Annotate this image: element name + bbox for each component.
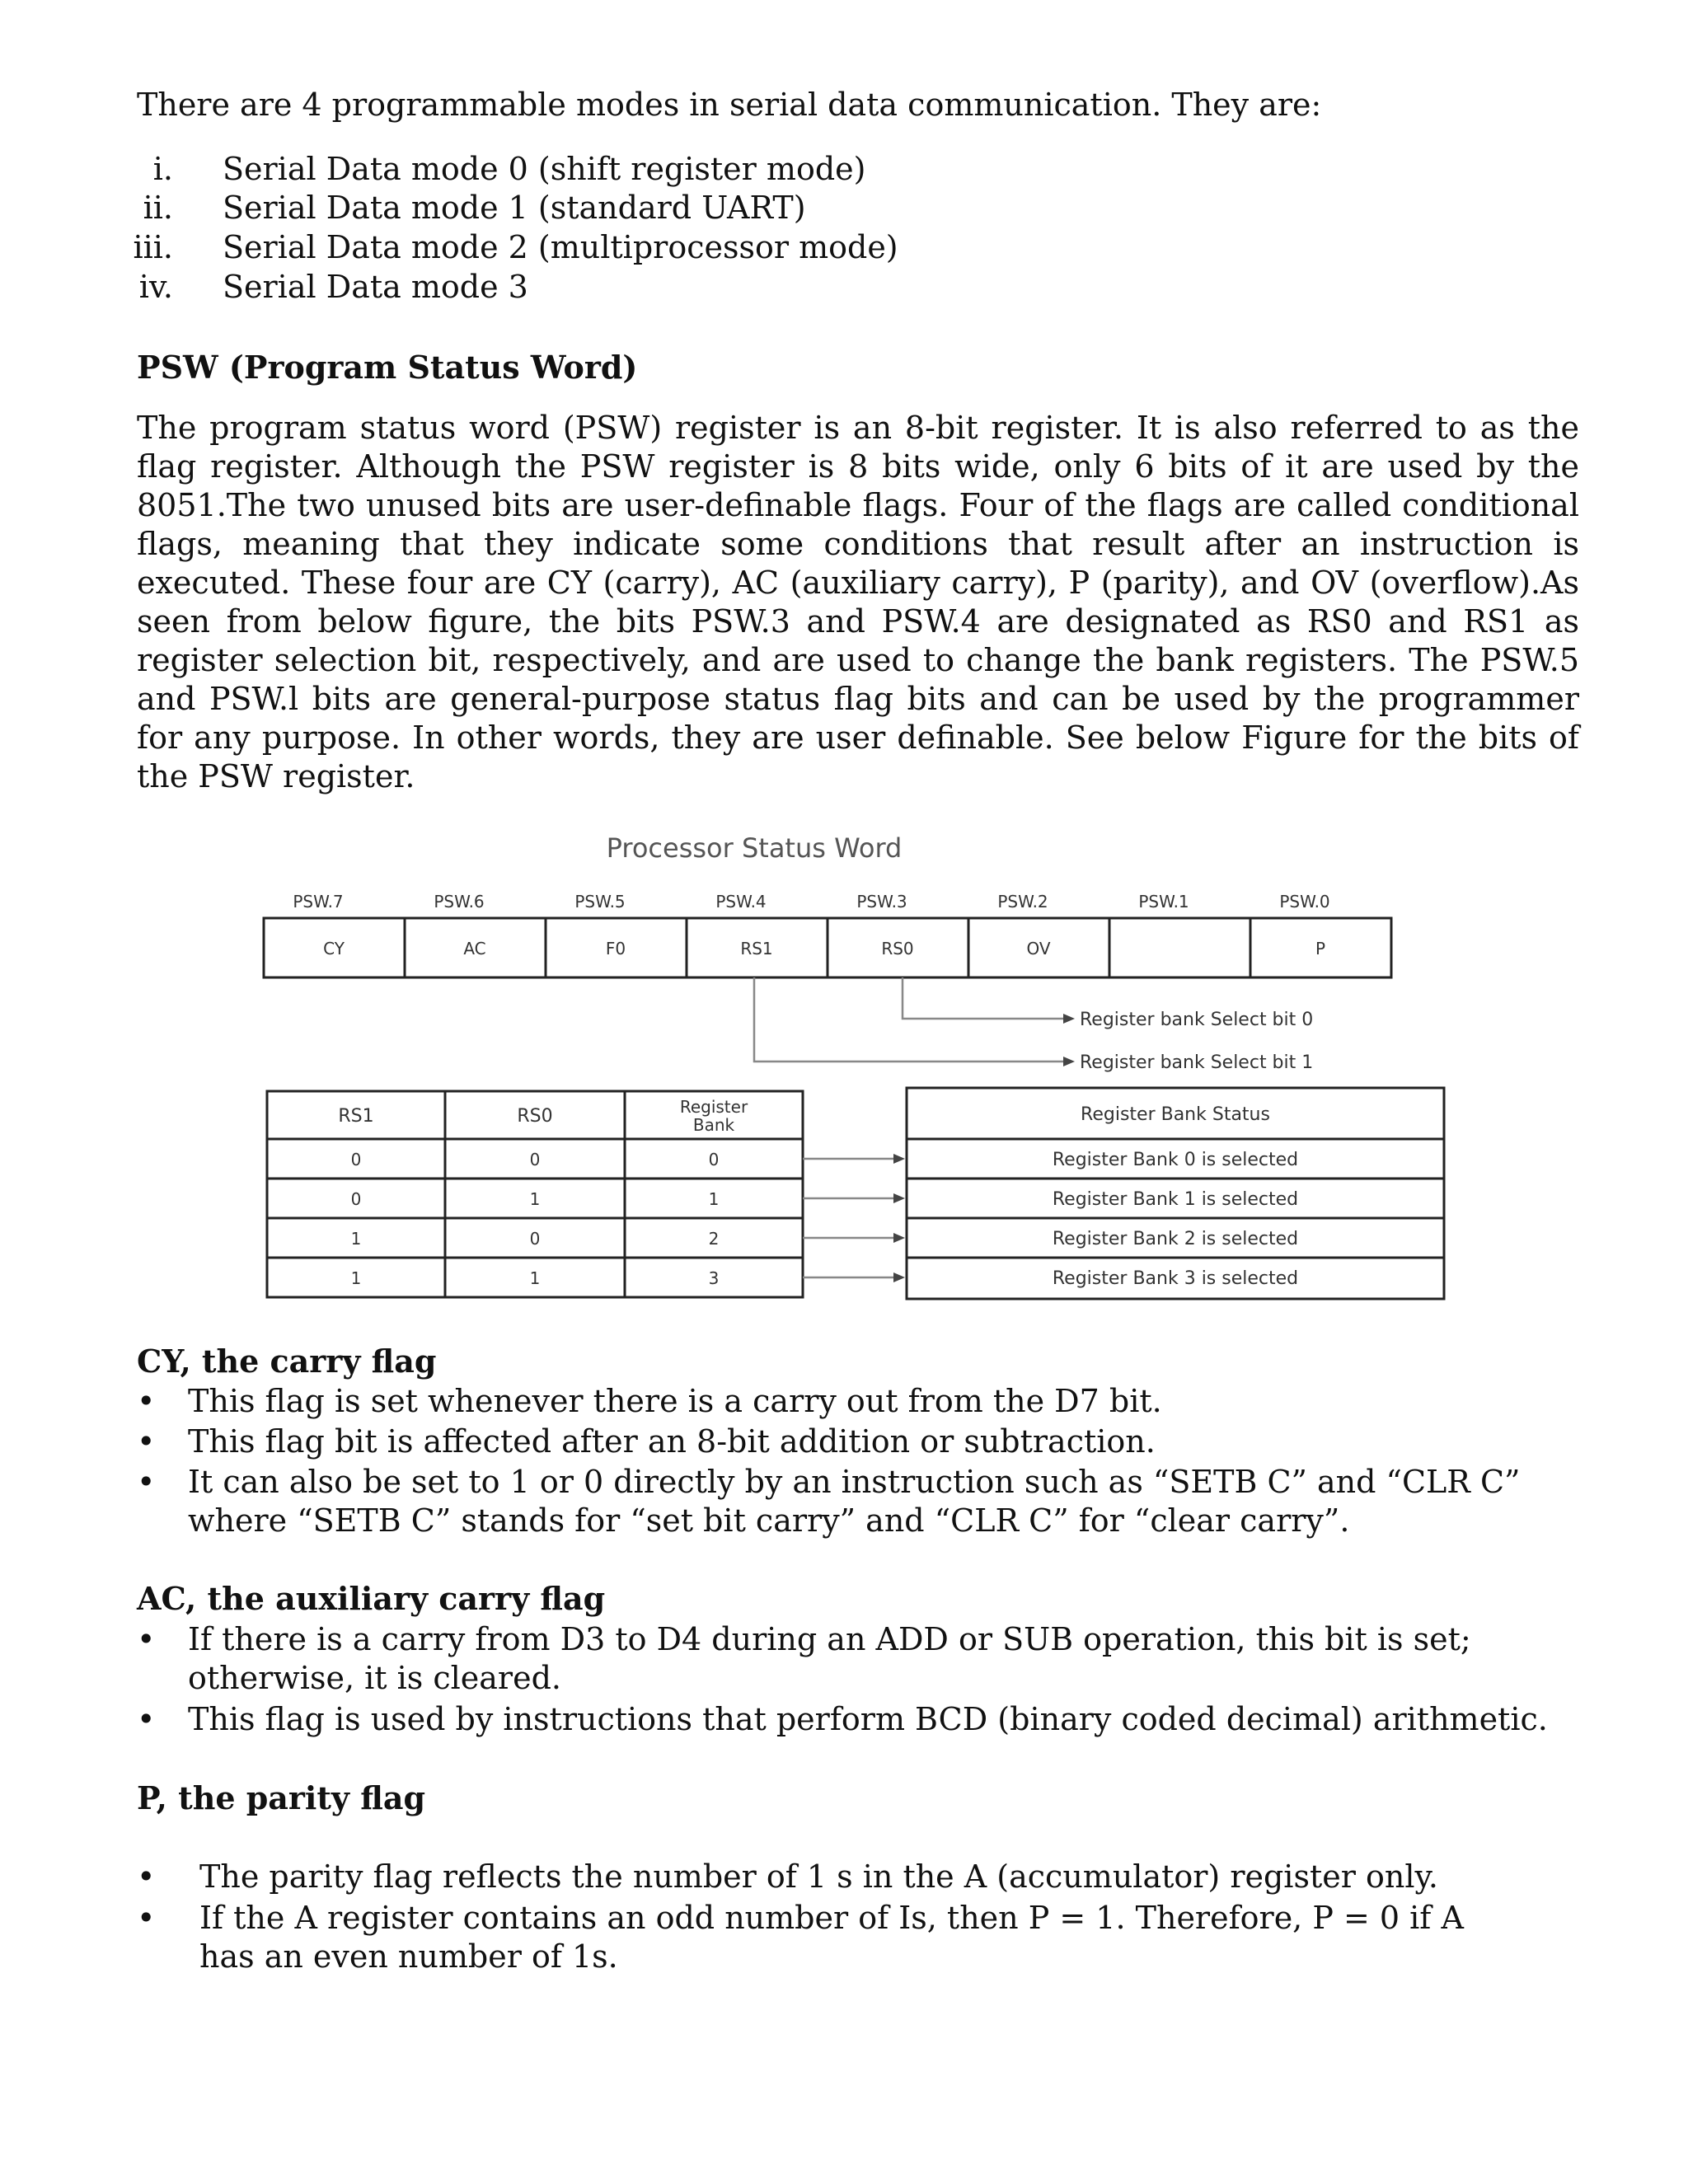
table-cell: 0 [350,1150,362,1169]
bullet-icon: • [137,1858,156,1895]
bit-label: PSW.3 [856,892,907,912]
table-cell: 1 [350,1229,362,1249]
bullet-text: This flag is used by instructions that perform BCD (binary coded decimal) arithmetic. [188,1701,1548,1737]
table-cell: 1 [529,1268,541,1288]
ac-heading: AC, the auxiliary carry flag [137,1580,606,1617]
bullet-text: This flag bit is affected after an 8-bit addition or subtraction. [188,1423,1156,1460]
bit-name: P [1315,939,1326,958]
bit-label: PSW.0 [1279,892,1330,912]
bit-label: PSW.5 [574,892,626,912]
bit-label: PSW.4 [715,892,767,912]
bullet-text: The parity flag reflects the number of 1 s in the A (accumulator) register only. [199,1858,1438,1895]
table-cell: 1 [708,1189,720,1209]
status-header: Register Bank Status [1081,1104,1270,1125]
list-item [137,1899,1587,1976]
bank-arrows [803,1154,905,1282]
list-item [137,1700,1587,1739]
bit-name: RS1 [740,939,773,958]
psw-register-boxes [264,918,1391,977]
cy-heading: CY, the carry flag [137,1343,437,1380]
list-text: Serial Data mode 0 (shift register mode) [223,151,866,187]
rs-table-header: RS1 [338,1106,374,1127]
bit-name: CY [323,939,345,958]
bullet-text: If there is a carry from D3 to D4 during an ADD or SUB operation, this bit is set; otherwise, it is cleared. [188,1621,1471,1696]
psw-figure [247,832,1467,1310]
table-cell: 1 [350,1268,362,1288]
list-number: i. [152,151,173,187]
bullet-icon: • [137,1423,156,1460]
bullet-icon: • [137,1701,156,1737]
table-cell: 0 [529,1229,541,1249]
select-bit-1-label: Register bank Select bit 1 [1080,1052,1314,1073]
parity-heading: P, the parity flag [137,1779,426,1816]
bit-label: PSW.6 [434,892,485,912]
table-cell: 3 [708,1268,720,1288]
bit-name: F0 [605,939,626,958]
bullet-icon: • [137,1900,156,1936]
rs-table-header: Bank [692,1115,735,1135]
list-number: iii. [133,229,173,265]
status-row: Register Bank 2 is selected [1052,1229,1299,1249]
arrowhead [893,1193,905,1203]
rs0-connector [903,977,1063,1019]
bit-label: PSW.1 [1138,892,1189,912]
bit-cell [1109,918,1250,977]
list-item [137,1620,1587,1698]
arrowhead [1063,1057,1075,1066]
bit-label: PSW.7 [293,892,344,912]
status-row: Register Bank 1 is selected [1052,1189,1299,1210]
bullet-text: It can also be set to 1 or 0 directly by an instruction such as “SETB C” and “CLR C” where “SETB C” stands for “set bit carry” and “CLR C” for “clear carry”. [188,1464,1521,1539]
arrowhead [893,1272,905,1282]
bit-name: RS0 [881,939,914,958]
rs-table-header: Register [679,1097,748,1117]
bullet-icon: • [137,1464,156,1500]
figure-title: Processor Status Word [606,832,903,864]
bit-name: AC [463,939,486,958]
arrowhead [1063,1014,1075,1024]
list-item [124,189,948,227]
select-bit-arrowheads [1063,1014,1075,1066]
psw-paragraph: The program status word (PSW) register is an 8-bit register. It is also referred to as the flag register. Although the PSW register is 8 bits wide, only 6 bits of it are used by the 8051.The two unused bits are user-definable flags. Four of the flags are called conditional flags, meaning that they indicate some conditions that result after an instruction is executed. These four are CY (carry), AC (auxiliary carry), P (parity), and OV (overflow).As seen from below figure, the bits PSW.3 and PSW.4 are designated as RS0 and RS1 as register selection bit, respectively, and are used to change the bank registers. The PSW.5 and PSW.l bits are general-purpose status flag bits and can be used by the programmer for any purpose. In other words, they are user definable. See below Figure for the bits of the PSW register. [137,410,1579,794]
bank-status-table [907,1088,1444,1299]
bullet-text: If the A register contains an odd number of Is, then P = 1. Therefore, P = 0 if A has an even number of 1s. [199,1900,1464,1975]
list-text: Serial Data mode 1 (standard UART) [223,190,806,226]
rs-table-header: RS0 [517,1106,553,1127]
select-bit-connectors [754,977,1063,1062]
rs-table [267,1091,803,1297]
list-item [124,268,948,307]
psw-bit-labels [293,892,1329,912]
table-cell: 0 [529,1150,541,1169]
bit-name: OV [1026,939,1051,958]
list-item [137,1422,1587,1461]
list-item [137,1382,1587,1421]
bullet-text: This flag is set whenever there is a carry out from the D7 bit. [188,1383,1162,1419]
list-item [137,1463,1587,1540]
table-cell: 2 [708,1229,720,1249]
psw-heading: PSW (Program Status Word) [137,349,638,386]
table-cell: 1 [529,1189,541,1209]
bit-label: PSW.2 [997,892,1048,912]
status-row: Register Bank 3 is selected [1052,1268,1299,1289]
list-item [124,150,948,189]
table-cell: 0 [350,1189,362,1209]
list-number: iv. [138,269,173,305]
list-item [137,1858,1587,1896]
list-text: Serial Data mode 3 [223,269,528,305]
bullet-icon: • [137,1621,156,1657]
table-cell: 0 [708,1150,720,1169]
list-number: ii. [143,190,173,226]
select-bit-0-label: Register bank Select bit 0 [1080,1010,1314,1030]
intro-text: There are 4 programmable modes in serial data communication. They are: [137,87,1322,123]
arrowhead [893,1233,905,1243]
arrowhead [893,1154,905,1164]
list-text: Serial Data mode 2 (multiprocessor mode) [223,229,898,265]
list-item [124,228,948,267]
status-row: Register Bank 0 is selected [1052,1150,1299,1170]
bullet-icon: • [137,1383,156,1419]
